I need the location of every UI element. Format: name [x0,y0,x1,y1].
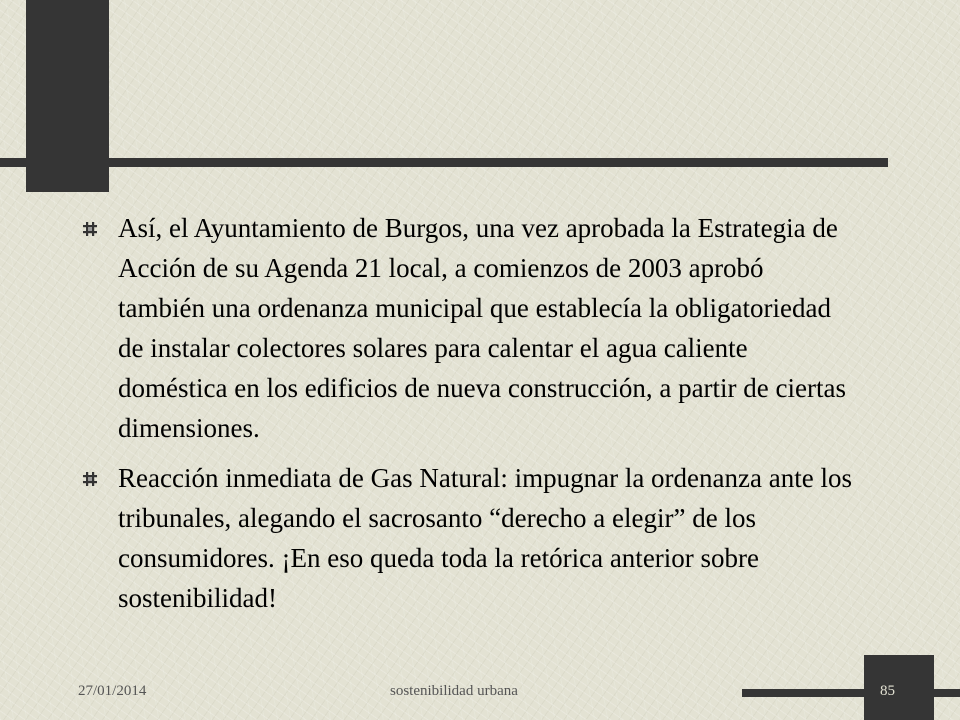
hash-bullet-icon [82,221,98,237]
bullet-text: Así, el Ayuntamiento de Burgos, una vez aprobada la Estrategia de Acción de su Agenda 21 local, a comienzos de 2003 aprobó también una ordenanza municipal que establecía la obligatoriedad de instalar colectores solares para calentar el agua caliente doméstica en los edificios de nueva construcción, a partir de ciertas dimensiones. [118,213,846,443]
decorative-title-bar [0,158,888,167]
footer-date: 27/01/2014 [78,683,147,699]
decorative-page-block [864,655,934,720]
slide-body [82,208,852,628]
bullet-item [82,208,852,448]
bullet-text: Reacción inmediata de Gas Natural: impugnar la ordenanza ante los tribunales, alegando el sacrosanto “derecho a elegir” de los consumidores. ¡En eso queda toda la retórica anterior sobre sostenibilidad! [118,463,852,613]
hash-bullet-icon [82,471,98,487]
page-number: 85 [880,683,895,699]
footer-title: sostenibilidad urbana [390,683,518,699]
bullet-item [82,458,852,618]
